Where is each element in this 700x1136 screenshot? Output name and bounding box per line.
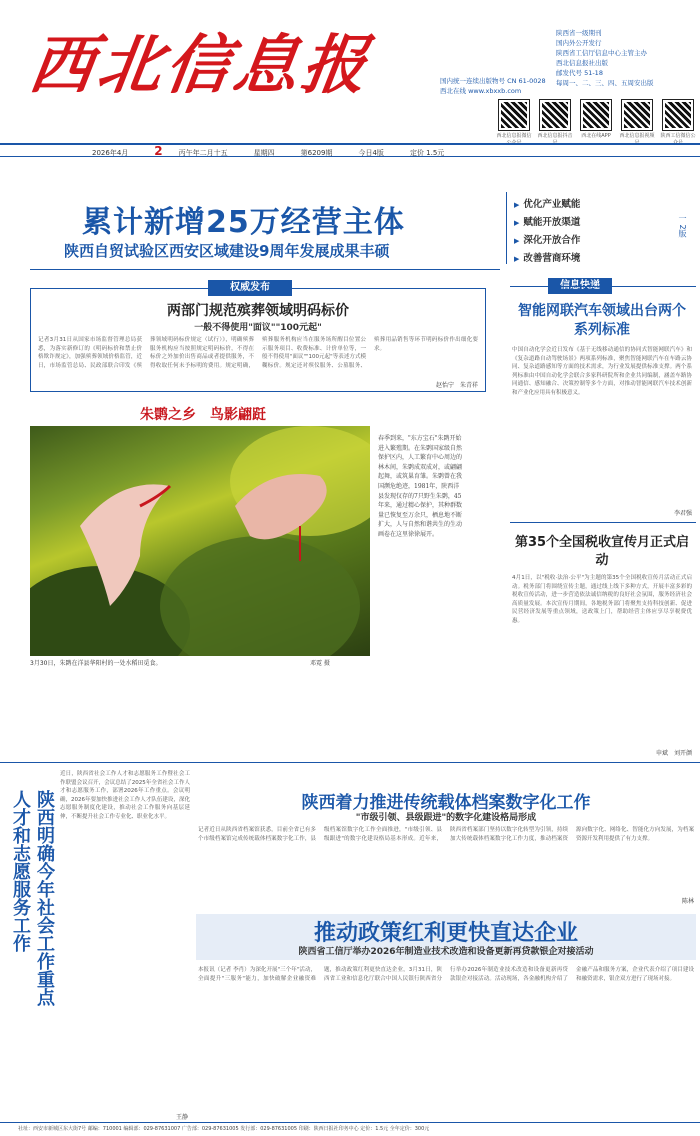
toc-item[interactable]: ▶ 赋能开放渠道 [514,214,580,232]
qr-code[interactable] [496,100,532,147]
lead-headline[interactable]: 累计新增25万经营主体 [82,205,405,240]
issue-day: 2 [154,144,163,158]
issn-text: 国内统一连续出版物号 CN 61-0028 [440,77,546,85]
weekday: 星期四 [253,149,275,157]
qr-code[interactable] [660,100,696,147]
archives-body: 记者近日从陕西省档案馆获悉，目前全省已有多个市级档案馆完成传统载体档案数字化工作，县级档案馆数字化工作全面推进，"市级引领、县级跟进"的数字化建设格局基本形成。近年来，陕西省档案部门坚持以数字化转型为引领，持续加大传统载体档案数字化工作力度，推动档案资源向数字化、网络化、智能化方向发展，为档案资源开发利用提供了有力支撑。 [198,827,694,842]
issue-date: 2026年4月 [92,149,129,157]
masthead-line: 邮发代号 51-18 [556,69,603,77]
photo-caption-poem: 春季到来，"东方宝石"朱鹮开始进入繁殖期。在朱鹮国家级自然保护区内，人工繁育中心周边的林木间，朱鹮成双成对，或翩翩起舞，或筑巢育雏。朱鹮曾在我国濒危绝迹，1981年，陕西洋县发现仅存的7只野生朱鹮，45年来，通过精心保护，其种群数量已恢复至万余只，栖息地不断扩大，人与自然和谐共生的生动画卷在这里徐徐展开。 [370,426,470,656]
masthead-issue-right [556,28,696,88]
feature-photo[interactable] [30,426,370,656]
qr-code[interactable] [537,100,573,147]
qr-label: 西北信息报抖音号 [537,133,573,146]
toc-item[interactable]: ▶ 优化产业赋能 [514,196,580,214]
news-body-2: 4月1日，以"税收·法治·公平"为主题的第35个全国税收宣传月活动正式启动。税务部门将围绕宣传主题，通过线上线下多种方式，开展丰富多彩的税收宣传活动，进一步营造依法诚信纳税的良好社会氛围，服务经济社会高质量发展。本次宣传月期间，各地税务部门将聚焦支持科技创新、促进民营经济发展等重点领域，送政策上门，帮助经营主体应享尽享税费优惠。 [512,575,692,624]
page-ref[interactable]: 一 2版 [678,214,687,238]
qr-code[interactable] [619,100,655,147]
divider [0,762,700,763]
news-author-2: 申斌 刘开颜 [655,750,692,757]
section-tag: 权威发布 [208,280,292,296]
archives-author: 陈林 [681,898,694,905]
photo-credit: 3月30日，朱鹮在洋县华阳村的一处水稻田觅食。 [30,660,162,667]
toc-item[interactable]: ▶ 改善营商环境 [514,250,580,268]
culture-body: 近日，陕西省社会工作人才和志愿服务工作暨社会工作联盟会议召开，会议总结了2025年全省社会工作人才和志愿服务工作，部署2026年工作重点。会议明确，2026年要加快推进社会工作人才队伍建设，深化志愿服务制度化建设，推动社会工作服务向基层延伸，不断提升社会工作专业化、职业化水平。 [60,771,190,820]
page-count: 今日4版 [358,149,384,157]
policy-subheadline: 陕西省工信厅举办2026年制造业技术改造和设备更新再贷款银企对接活动 [298,947,594,957]
price: 定价 1.5元 [409,149,445,157]
masthead-line: 陕西省工信厅信息中心主管主办 [556,49,647,57]
dateline-bar [0,143,700,157]
qr-code[interactable] [578,100,614,147]
qr-code-row [496,100,696,147]
qr-label: 陕西工信微信公众号 [660,133,696,146]
policy-headline[interactable]: 推动政策红利更快直达企业 [313,921,578,946]
news-author-1: 李君强 [673,510,692,517]
masthead-line: 陕西省一级期刊 [556,29,602,37]
culture-headline[interactable]: 陕西明确今年社会工作重点 人才和志愿服务工作 [10,790,55,1006]
news-body-1: 中国自动化学会近日发布《基于无线移动通信的协同式智能网联汽车》和《复杂道路自动驾驶场景》两项系列标准，聚焦智能网联汽车在车路云协同、复杂道路感知等方面的技术需求，为行业发展提供标准支撑。两个系列标准由中国自动化学会联合多家科研院所和企业共同编制，涵盖车路协同通信、感知融合、决策控制等多个方面，对推动智能网联汽车技术创新和产业化应用具有积极意义。 [512,347,692,396]
toc-item[interactable]: ▶ 深化开放合作 [514,232,580,250]
culture-author: 王静 [175,1114,188,1121]
photo-title: 朱鹮之乡 鸟影翩跹 [140,407,266,423]
lead-subheadline: 陕西自贸试验区西安区域建设9周年发展成果丰硕 [64,242,390,260]
masthead-line: 每周一、二、三、四、五周安出版 [556,79,654,87]
qr-label: 西北信息报视频号 [619,133,655,146]
archives-subheadline: "市级引领、县级跟进"的数字化建设格局形成 [355,813,537,823]
ibis-bird [70,466,180,616]
ibis-bird [230,466,350,566]
divider [506,192,507,264]
website-text: 西北在线 www.xbxxb.com [440,87,522,95]
footer-bar: 社址：西安市新城区东大街7号 邮编：710001 编辑部：029-87631007 广告部：029-87631005 发行部：029-87631005 印刷：陕西日报社印务中心 定价：1.5元 全年定价：300元 [0,1122,700,1136]
issue-number: 第6209期 [300,149,333,157]
authority-subheadline: 一般不得使用"面议""100元起" [194,323,322,333]
news-headline-1[interactable]: 智能网联汽车领域出台两个系列标准 [518,303,686,338]
authority-headline[interactable]: 两部门规范殡葬领域明码标价 [167,303,349,319]
masthead-line: 西北信息报社出版 [556,59,608,67]
authority-body: 记者3月31日从国家市场监督管理总局获悉，为落实新修订的《明码标价和禁止价格欺诈规定》，加强殡葬领域价格监管，近日，市场监管总局、民政部联合印发《殡葬领域明码标价规定（试行）》，明确殡葬服务机构应当按照规定明码标价，不得在标价之外加价出售商品或者提供服务，不得收取任何未予标明的费用。规定明确，殡葬服务机构应当在服务场所醒目位置公示服务项目、收费标准、计价单位等，一般不得使用"面议""100元起"等表述方式模糊标价。规定还对殡仪服务、公墓服务、殡葬用品销售等环节明码标价作出细化要求。 [38,337,478,369]
policy-body: 本报讯（记者 李肖）为深化开展"三个年"活动，全面提升"三服务"能力，加快破解企业融资难题，推动政策红利更快直达企业，3月31日，陕西省工业和信息化厅联合中国人民银行陕西省分行举办2026年制造业技术改造和设备更新再贷款银企对接活动。活动现场，各金融机构介绍了金融产品和服务方案，企业代表介绍了项目建设和融资需求，银企双方进行了现场对接。 [198,967,694,982]
lead-toc [514,196,580,268]
qr-label: 西北在线APP [581,133,611,139]
masthead-title: 西北信息报 [24,28,376,103]
divider [510,286,696,287]
news-headline-2[interactable]: 第35个全国税收宣传月正式启动 [514,535,690,568]
masthead-issue-left [440,76,550,96]
qr-label: 西北信息报微信公众号 [496,133,532,146]
photographer: 邓霓 摄 [310,660,330,667]
divider [510,522,696,523]
archives-headline[interactable]: 陕西着力推进传统载体档案数字化工作 [301,793,591,813]
masthead-line: 国内外公开发行 [556,39,602,47]
lunar-date: 丙午年二月十五 [178,149,228,157]
authority-author: 赵怡宁 朱青祥 [435,382,478,389]
